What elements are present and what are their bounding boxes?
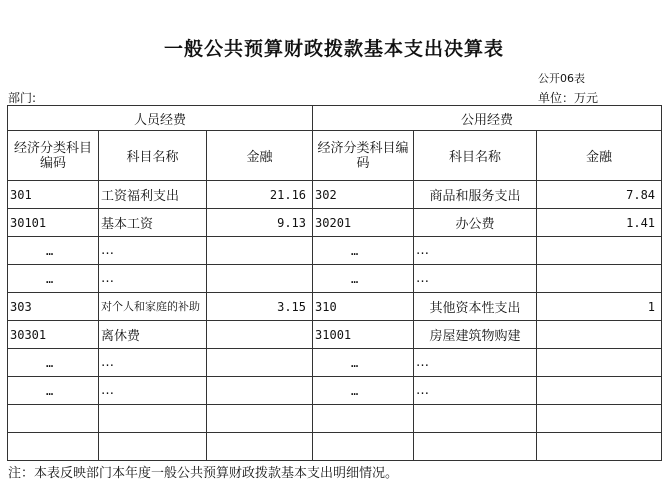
public-amount-cell bbox=[537, 405, 662, 433]
section-public: 公用经费 bbox=[313, 106, 662, 131]
table-row bbox=[8, 433, 662, 461]
personnel-amount-cell bbox=[207, 405, 313, 433]
public-amount-cell bbox=[537, 237, 662, 265]
personnel-name-cell: … bbox=[99, 377, 207, 405]
personnel-code-cell: 303 bbox=[8, 293, 99, 321]
public-code-cell: … bbox=[313, 265, 414, 293]
column-header-row bbox=[8, 131, 662, 181]
table-row bbox=[8, 237, 662, 265]
personnel-name-cell: 工资福利支出 bbox=[99, 181, 207, 209]
personnel-code-cell: … bbox=[8, 377, 99, 405]
personnel-amount-cell bbox=[207, 237, 313, 265]
personnel-amount-cell bbox=[207, 433, 313, 461]
public-name-cell bbox=[414, 405, 537, 433]
personnel-amount-cell: 9.13 bbox=[207, 209, 313, 237]
personnel-name-cell: … bbox=[99, 237, 207, 265]
public-code-cell: 30201 bbox=[313, 209, 414, 237]
table-row bbox=[8, 349, 662, 377]
header-code: 经济分类科目编码 bbox=[8, 131, 99, 181]
public-name-cell: … bbox=[414, 265, 537, 293]
public-amount-cell bbox=[537, 377, 662, 405]
public-amount-cell bbox=[537, 321, 662, 349]
public-name-cell: 办公费 bbox=[414, 209, 537, 237]
public-amount-cell: 7.84 bbox=[537, 181, 662, 209]
personnel-code-cell: … bbox=[8, 349, 99, 377]
public-name-cell: 商品和服务支出 bbox=[414, 181, 537, 209]
table-row bbox=[8, 321, 662, 349]
personnel-code-cell: 30101 bbox=[8, 209, 99, 237]
personnel-code-cell: … bbox=[8, 237, 99, 265]
personnel-name-cell bbox=[99, 433, 207, 461]
public-code-cell: 302 bbox=[313, 181, 414, 209]
personnel-code-cell: … bbox=[8, 265, 99, 293]
personnel-name-cell: … bbox=[99, 265, 207, 293]
public-code-cell: 310 bbox=[313, 293, 414, 321]
public-amount-cell: 1.41 bbox=[537, 209, 662, 237]
header-name: 科目名称 bbox=[414, 131, 537, 181]
department-label: 部门: bbox=[8, 91, 37, 105]
table-row bbox=[8, 377, 662, 405]
personnel-amount-cell bbox=[207, 349, 313, 377]
personnel-name-cell: 基本工资 bbox=[99, 209, 207, 237]
personnel-code-cell: 30301 bbox=[8, 321, 99, 349]
personnel-amount-cell bbox=[207, 321, 313, 349]
personnel-code-cell bbox=[8, 405, 99, 433]
personnel-name-cell bbox=[99, 405, 207, 433]
public-amount-cell bbox=[537, 433, 662, 461]
public-code-cell: … bbox=[313, 377, 414, 405]
public-code-cell: … bbox=[313, 237, 414, 265]
expenditure-table bbox=[7, 105, 662, 461]
table-row bbox=[8, 181, 662, 209]
personnel-name-cell: … bbox=[99, 349, 207, 377]
section-personnel: 人员经费 bbox=[8, 106, 313, 131]
public-code-cell: … bbox=[313, 349, 414, 377]
header-name: 科目名称 bbox=[99, 131, 207, 181]
personnel-name-cell: 对个人和家庭的补助 bbox=[99, 293, 207, 321]
personnel-amount-cell bbox=[207, 265, 313, 293]
public-code-cell bbox=[313, 433, 414, 461]
personnel-name-cell: 离休费 bbox=[99, 321, 207, 349]
personnel-amount-cell: 3.15 bbox=[207, 293, 313, 321]
section-header-row bbox=[8, 106, 662, 131]
header-amount: 金融 bbox=[207, 131, 313, 181]
table-row bbox=[8, 209, 662, 237]
public-code-cell: 31001 bbox=[313, 321, 414, 349]
table-row bbox=[8, 293, 662, 321]
form-code: 公开06表 bbox=[538, 72, 585, 85]
header-code: 经济分类科目编码 bbox=[313, 131, 414, 181]
public-name-cell: … bbox=[414, 237, 537, 265]
unit-label: 单位：万元 bbox=[538, 91, 599, 105]
personnel-code-cell bbox=[8, 433, 99, 461]
public-name-cell: 房屋建筑物购建 bbox=[414, 321, 537, 349]
public-name-cell: … bbox=[414, 349, 537, 377]
personnel-code-cell: 301 bbox=[8, 181, 99, 209]
header-amount: 金融 bbox=[537, 131, 662, 181]
personnel-amount-cell bbox=[207, 377, 313, 405]
public-amount-cell: 1 bbox=[537, 293, 662, 321]
public-name-cell: 其他资本性支出 bbox=[414, 293, 537, 321]
page-title: 一般公共预算财政拨款基本支出决算表 bbox=[163, 38, 504, 60]
table-row bbox=[8, 265, 662, 293]
public-name-cell: … bbox=[414, 377, 537, 405]
public-name-cell bbox=[414, 433, 537, 461]
footnote: 注：本表反映部门本年度一般公共预算财政拨款基本支出明细情况。 bbox=[8, 466, 399, 481]
personnel-amount-cell: 21.16 bbox=[207, 181, 313, 209]
public-amount-cell bbox=[537, 349, 662, 377]
public-amount-cell bbox=[537, 265, 662, 293]
public-code-cell bbox=[313, 405, 414, 433]
table-row bbox=[8, 405, 662, 433]
